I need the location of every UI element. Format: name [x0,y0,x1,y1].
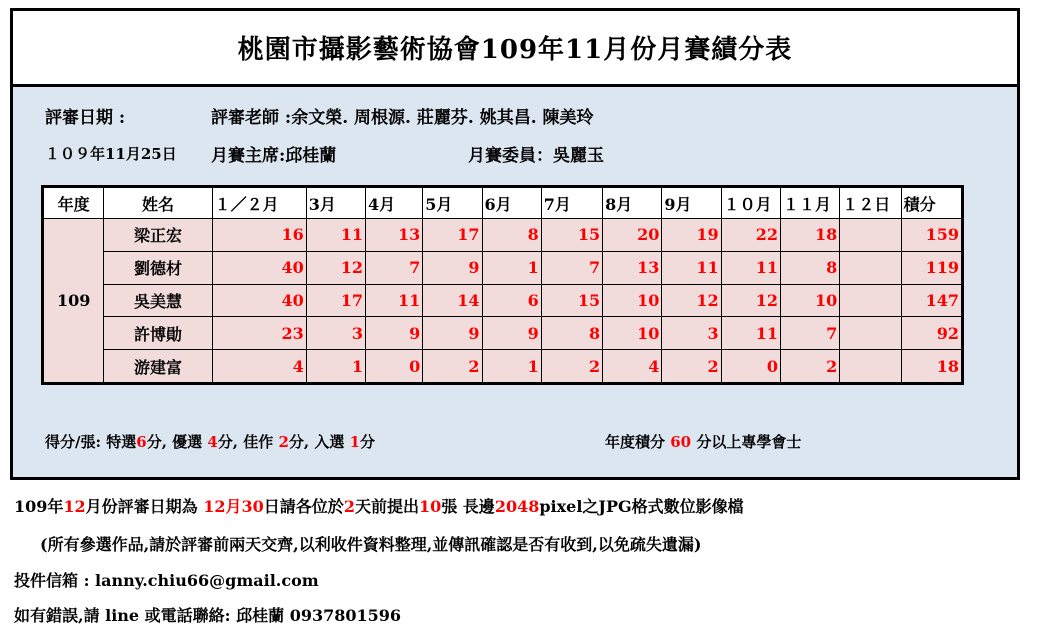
score-cell: 12 [306,251,365,284]
header-total: 積分 [901,187,962,219]
score-cell: 8 [780,251,839,284]
header-oct: １０月 [721,187,780,219]
score-cell: 40 [212,284,306,317]
date-label: 評審日期 : [45,108,126,128]
score-cell: 10 [780,284,839,317]
score-cell: 0 [721,350,780,384]
score-cell [840,284,901,317]
score-cell: 10 [603,284,662,317]
score-cell: 8 [482,219,541,252]
email-text: 投件信箱 : lanny.chiu66@gmail.com [14,571,319,590]
contact-text: 如有錯誤,請 line 或電話聯絡: 邱桂蘭 0937801596 [14,606,402,625]
header-nov: １１月 [780,187,839,219]
score-cell: 17 [306,284,365,317]
header-mar: 3月 [306,187,365,219]
score-cell: 11 [306,219,365,252]
score-cell: 10 [603,317,662,350]
score-cell [840,251,901,284]
score-cell [840,350,901,384]
score-cell: 2 [780,350,839,384]
header-jul: 7月 [541,187,602,219]
member-name: 許博勛 [104,317,212,350]
header-name: 姓名 [104,187,212,219]
score-cell: 1 [306,350,365,384]
committee-text: 月賽委員：吳麗玉 [468,146,604,166]
score-cell: 7 [780,317,839,350]
report-frame [10,8,1020,480]
score-cell: 12 [662,284,721,317]
score-cell: 9 [482,317,541,350]
scoring-rules: 得分/張: 特選6分, 優選 4分, 佳作 2分, 入選 1分 [45,433,376,451]
score-cell: 3 [662,317,721,350]
score-cell: 15 [541,219,602,252]
score-cell: 1 [482,251,541,284]
score-cell: 18 [780,219,839,252]
score-cell: 9 [365,317,422,350]
total-cell: 147 [901,284,962,317]
submission-note: (所有參選作品,請於評審前兩天交齊,以利收件資料整理,並傳訊確認是否有收到,以免疏失遺漏) [40,535,702,554]
score-cell: 1 [482,350,541,384]
score-cell [840,219,901,252]
header-dec: １２日 [840,187,901,219]
score-cell: 11 [721,251,780,284]
score-cell: 19 [662,219,721,252]
score-cell: 40 [212,251,306,284]
member-name: 劉德材 [104,251,212,284]
score-cell: 9 [423,317,482,350]
score-cell: 17 [423,219,482,252]
score-cell: 20 [603,219,662,252]
score-cell: 2 [423,350,482,384]
table-row [43,219,963,252]
header-year: 年度 [43,187,104,219]
score-cell [840,317,901,350]
submission-notice: 109年12月份評審日期為 12月30日請各位於2天前提出10張 長邊2048pixel之JPG格式數位影像檔 [14,497,744,516]
score-cell: 6 [482,284,541,317]
score-cell: 7 [365,251,422,284]
header-may: 5月 [423,187,482,219]
member-name: 梁正宏 [104,219,212,252]
header-sep: 9月 [662,187,721,219]
score-cell: 9 [423,251,482,284]
score-cell: 11 [662,251,721,284]
member-name: 游建富 [104,350,212,384]
member-name: 吳美慧 [104,284,212,317]
score-cell: 11 [365,284,422,317]
judges-text: 評審老師 :余文榮. 周根源. 莊麗芬. 姚其昌. 陳美玲 [211,108,594,128]
score-cell: 15 [541,284,602,317]
score-cell: 16 [212,219,306,252]
score-cell: 8 [541,317,602,350]
score-cell: 11 [721,317,780,350]
total-cell: 119 [901,251,962,284]
score-cell: 0 [365,350,422,384]
score-cell: 2 [541,350,602,384]
score-cell: 4 [212,350,306,384]
score-cell: 4 [603,350,662,384]
header-jan-feb: １／２月 [212,187,306,219]
score-cell: 13 [365,219,422,252]
page-title: 桃園市攝影藝術協會109年11月份月賽績分表 [13,11,1017,87]
table-header-row [43,187,963,219]
score-cell: 13 [603,251,662,284]
score-cell: 2 [662,350,721,384]
total-cell: 92 [901,317,962,350]
header-jun: 6月 [482,187,541,219]
annual-points-note: 年度積分 60 分以上專學會士 [605,433,802,451]
table-row [43,350,963,384]
year-cell: 109 [43,219,104,384]
table-row [43,284,963,317]
table-row [43,317,963,350]
score-cell: 3 [306,317,365,350]
header-apr: 4月 [365,187,422,219]
score-table [41,185,964,385]
chair-text: 月賽主席:邱桂蘭 [211,146,337,166]
total-cell: 18 [901,350,962,384]
date-value: １０９年11月25日 [45,145,177,163]
total-cell: 159 [901,219,962,252]
table-row [43,251,963,284]
score-cell: 12 [721,284,780,317]
score-cell: 14 [423,284,482,317]
score-cell: 7 [541,251,602,284]
header-aug: 8月 [603,187,662,219]
score-cell: 22 [721,219,780,252]
score-cell: 23 [212,317,306,350]
